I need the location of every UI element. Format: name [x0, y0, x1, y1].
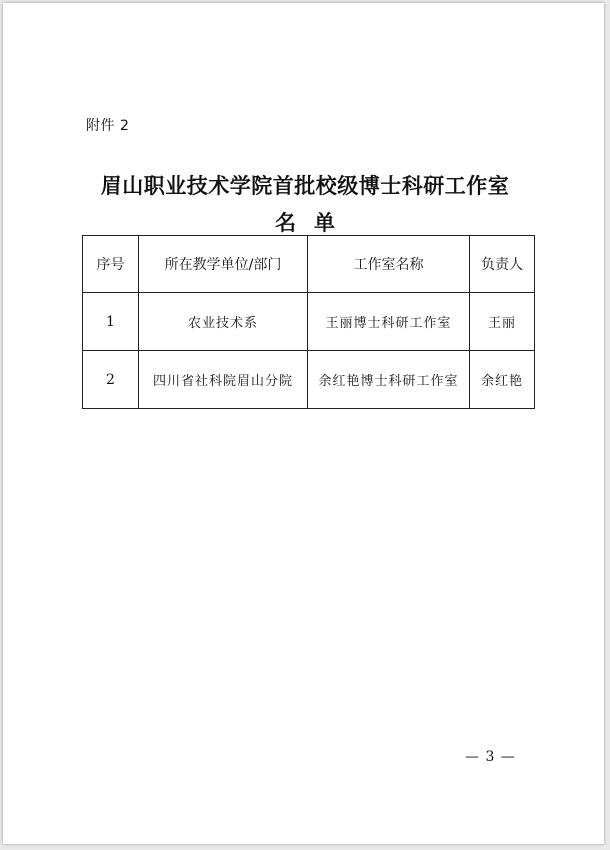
cell-department: 农业技术系 [139, 293, 308, 351]
page-number: — 3 — [465, 749, 516, 765]
cell-studio-name: 王丽博士科研工作室 [308, 293, 470, 351]
cell-department: 四川省社科院眉山分院 [139, 351, 308, 409]
table-row [83, 293, 535, 351]
attachment-label: 附件 2 [86, 118, 130, 134]
cell-lead: 王丽 [470, 293, 535, 351]
document-title: 眉山职业技术学院首批校级博士科研工作室 [100, 173, 510, 198]
cell-serial: 1 [83, 293, 139, 351]
document-subtitle: 名单 [275, 210, 353, 235]
table-header-row [83, 236, 535, 293]
cell-studio-name: 余红艳博士科研工作室 [308, 351, 470, 409]
table-row [83, 351, 535, 409]
cell-serial: 2 [83, 351, 139, 409]
header-lead: 负责人 [470, 236, 535, 293]
roster-table [82, 235, 535, 409]
header-department: 所在教学单位/部门 [139, 236, 308, 293]
header-studio-name: 工作室名称 [308, 236, 470, 293]
cell-lead: 余红艳 [470, 351, 535, 409]
header-serial: 序号 [83, 236, 139, 293]
